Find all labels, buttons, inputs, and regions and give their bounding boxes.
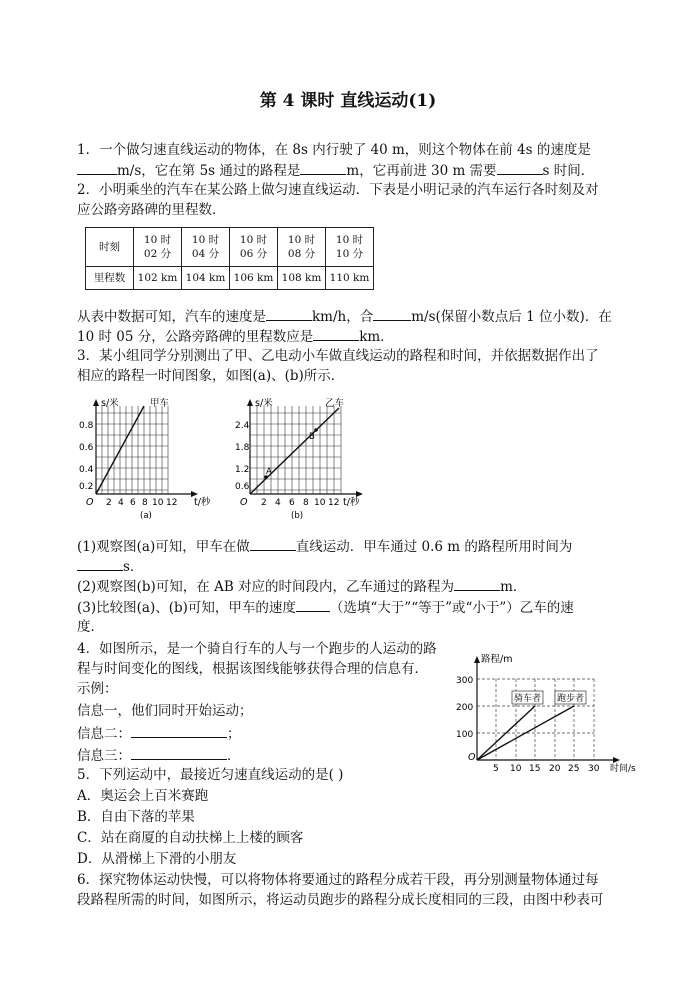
graph-b-x-tick: 8 xyxy=(303,498,309,508)
graph-b-y-tick: 1.8 xyxy=(235,443,250,453)
q5-option-c[interactable]: C．站在商厦的自动扶梯上上楼的顾客 xyxy=(77,830,304,846)
graph-b-x-tick: 2 xyxy=(261,498,267,508)
answer-blank[interactable] xyxy=(300,160,346,175)
q4-text: 信息三： xyxy=(77,748,131,764)
q2-text-d: 10 时 05 分，公路旁路碑的里程数应是 xyxy=(77,329,314,345)
graph-a-series-label: 甲车 xyxy=(150,398,170,409)
q2-line3 xyxy=(77,306,612,327)
arrow-icon xyxy=(613,757,620,763)
q3-sub1 xyxy=(77,536,572,557)
q2-text-e: km． xyxy=(359,329,394,345)
graph-b-x-tick: 4 xyxy=(275,498,281,508)
graph-b-caption: (b) xyxy=(291,511,304,521)
graph-b-point-a-label: A xyxy=(266,467,272,477)
q4-line2: 程与时间变化的图线，根据该图线能够获得合理的信息有． xyxy=(77,661,428,677)
q1-line2 xyxy=(77,160,594,181)
graph-a-caption: (a) xyxy=(140,511,152,521)
q5-stem: 5．下列运动中，最接近匀速直线运动的是( ) xyxy=(77,767,344,783)
graph-b-y-tick: 0.6 xyxy=(235,482,250,492)
q1-line1: 1．一个做匀速直线运动的物体，在 8s 内行驶了 40 m，则这个物体在前 4s 的速度是 xyxy=(77,142,591,158)
table-cell: 10 时 06 分 xyxy=(230,228,278,267)
graph-b-x-label: t/秒 xyxy=(343,497,360,508)
q3-line1: 3．某小组同学分别测出了甲、乙电动小车做直线运动的路程和时间，并依据数据作出了 xyxy=(77,348,599,364)
arrow-icon xyxy=(474,656,480,663)
answer-blank[interactable] xyxy=(373,306,411,321)
q3-text: （选填“大于”“等于”或“小于”）乙车的速 xyxy=(329,600,574,616)
graph-b xyxy=(235,398,395,522)
q3-text: s． xyxy=(123,559,144,575)
q2-line1: 2．小明乘坐的汽车在某公路上做匀速直线运动．下表是小明记录的汽车运行各时刻及对 xyxy=(77,182,599,198)
table-header-cell: 时刻 xyxy=(86,228,134,267)
graph-a-x-tick: 2 xyxy=(106,498,112,508)
page-title: 第 4 课时 直线运动(1) xyxy=(259,91,437,111)
table-cell: 104 km xyxy=(182,267,230,290)
graph-a-grid xyxy=(96,406,168,494)
q4-line3: 示例： xyxy=(77,681,118,697)
q4-info3: 信息三： ． xyxy=(77,745,241,766)
graph-b-series-label: 乙车 xyxy=(325,398,345,409)
graph-b-point-b-label: B xyxy=(309,432,315,442)
q3-text: (2)观察图(b)可知，在 AB 对应的时间段内，乙车通过的路程为 xyxy=(77,579,455,595)
q1-text-a: m/s，它在第 5s 通过的路程是 xyxy=(117,163,301,179)
q3-sub2 xyxy=(77,576,526,597)
table-row xyxy=(86,228,374,267)
table-cell: 108 km xyxy=(278,267,326,290)
graph-a-x-label: t/秒 xyxy=(194,497,211,508)
graph-c-x-tick: 20 xyxy=(549,764,561,774)
q2-text-b: km/h，合 xyxy=(312,309,374,325)
q4-line1: 4．如图所示，是一个骑自行车的人与一个跑步的人运动的路 xyxy=(77,641,437,657)
q3-sub1-cont xyxy=(77,556,143,577)
q3-text: (1)观察图(a)可知，甲车在做 xyxy=(77,539,250,555)
table-cell: 10 时 10 分 xyxy=(326,228,374,267)
answer-blank[interactable] xyxy=(296,597,330,612)
q1-text-b: m，它再前进 30 m 需要 xyxy=(346,163,497,179)
q2-text-a: 从表中数据可知，汽车的速度是 xyxy=(77,309,266,325)
graph-a-x-tick: 4 xyxy=(118,498,124,508)
graph-c-x-label: 时间/s xyxy=(610,764,636,774)
q3-sub3-cont: 度． xyxy=(77,619,104,635)
mileage-table xyxy=(85,227,374,290)
q5-option-a[interactable]: A．奥运会上百米赛跑 xyxy=(77,788,209,804)
graph-a xyxy=(78,398,238,522)
graph-a-y-tick: 0.6 xyxy=(79,443,94,453)
table-cell: 10 时 08 分 xyxy=(278,228,326,267)
answer-blank[interactable] xyxy=(131,745,227,760)
graph-c-y-tick: 300 xyxy=(456,676,474,686)
graph-b-series-line xyxy=(250,408,339,494)
table-header-cell: 里程数 xyxy=(86,267,134,290)
graph-c-x-tick: 15 xyxy=(529,764,541,774)
graph-b-y-label: s/米 xyxy=(255,398,273,409)
q2-text-c: m/s(保留小数点后 1 位小数)．在 xyxy=(411,309,612,325)
graph-c-x-tick: 10 xyxy=(510,764,522,774)
table-row xyxy=(86,267,374,290)
graph-a-y-label: s/米 xyxy=(101,398,119,409)
arrow-icon xyxy=(247,399,253,406)
graph-b-x-tick: 6 xyxy=(289,498,295,508)
graph-b-y-tick: 1.2 xyxy=(235,465,250,475)
runner-label: 跑步者 xyxy=(557,694,585,704)
graph-b-x-tick: 12 xyxy=(328,498,340,508)
q4-text: 信息二： xyxy=(77,726,131,742)
table-cell: 102 km xyxy=(134,267,182,290)
answer-blank[interactable] xyxy=(454,576,500,591)
q1-text-c: s 时间． xyxy=(542,163,595,179)
answer-blank[interactable] xyxy=(266,306,312,321)
graph-b-x-tick: 10 xyxy=(314,498,326,508)
graph-b-origin: O xyxy=(240,497,248,508)
rider-label: 骑车者 xyxy=(514,694,542,704)
graph-a-origin: O xyxy=(86,497,94,508)
graph-a-y-tick: 0.4 xyxy=(79,465,94,475)
answer-blank[interactable] xyxy=(131,723,227,738)
answer-blank[interactable] xyxy=(77,556,123,571)
graph-a-x-tick: 6 xyxy=(130,498,136,508)
graph-c-x-tick: 30 xyxy=(588,764,600,774)
graph-b-y-tick: 2.4 xyxy=(235,421,250,431)
table-cell: 10 时 04 分 xyxy=(182,228,230,267)
arrow-icon xyxy=(93,399,99,406)
graph-c-x-tick: 25 xyxy=(568,764,580,774)
answer-blank[interactable] xyxy=(77,160,117,175)
table-cell: 106 km xyxy=(230,267,278,290)
graph-a-y-tick: 0.2 xyxy=(79,482,94,492)
q5-option-d[interactable]: D．从滑梯上下滑的小朋友 xyxy=(77,851,237,867)
q2-line4 xyxy=(77,326,394,347)
q3-text: (3)比较图(a)、(b)可知，甲车的速度 xyxy=(77,600,296,616)
graph-c-y-tick: 100 xyxy=(456,730,474,740)
table-cell: 110 km xyxy=(326,267,374,290)
table-cell: 10 时 02 分 xyxy=(134,228,182,267)
graph-a-x-tick: 12 xyxy=(166,498,178,508)
q4-info2: 信息二： ； xyxy=(77,723,241,744)
q6-line1: 6．探究物体运动快慢，可以将物体将要通过的路程分成若干段，再分别测量物体通过每 xyxy=(77,872,599,888)
answer-blank[interactable] xyxy=(497,160,543,175)
answer-blank[interactable] xyxy=(250,536,296,551)
q3-text: m． xyxy=(500,579,527,595)
graph-a-x-tick: 8 xyxy=(142,498,148,508)
graph-c-x-tick: 5 xyxy=(493,764,499,774)
graph-a-y-tick: 0.8 xyxy=(79,421,94,431)
q2-line2: 应公路旁路碑的里程数． xyxy=(77,202,226,218)
q4-info1: 信息一，他们同时开始运动； xyxy=(77,703,253,719)
q6-line2: 段路程所需的时间，如图所示，将运动员跑步的路程分成长度相同的三段，由图中秒表可 xyxy=(77,892,604,908)
graph-c-y-tick: 200 xyxy=(456,703,474,713)
q3-line2: 相应的路程一时间图象，如图(a)、(b)所示． xyxy=(77,368,345,384)
q3-text: 直线运动．甲车通过 0.6 m 的路程所用时间为 xyxy=(295,539,573,555)
graph-c-origin: O xyxy=(468,752,476,763)
graph-c-y-label: 路程/m xyxy=(481,654,513,665)
graph-a-x-tick: 10 xyxy=(152,498,164,508)
graph-distance-time xyxy=(450,648,670,774)
q5-option-b[interactable]: B．自由下落的苹果 xyxy=(77,809,195,825)
answer-blank[interactable] xyxy=(313,326,359,341)
q3-sub3 xyxy=(77,597,574,618)
